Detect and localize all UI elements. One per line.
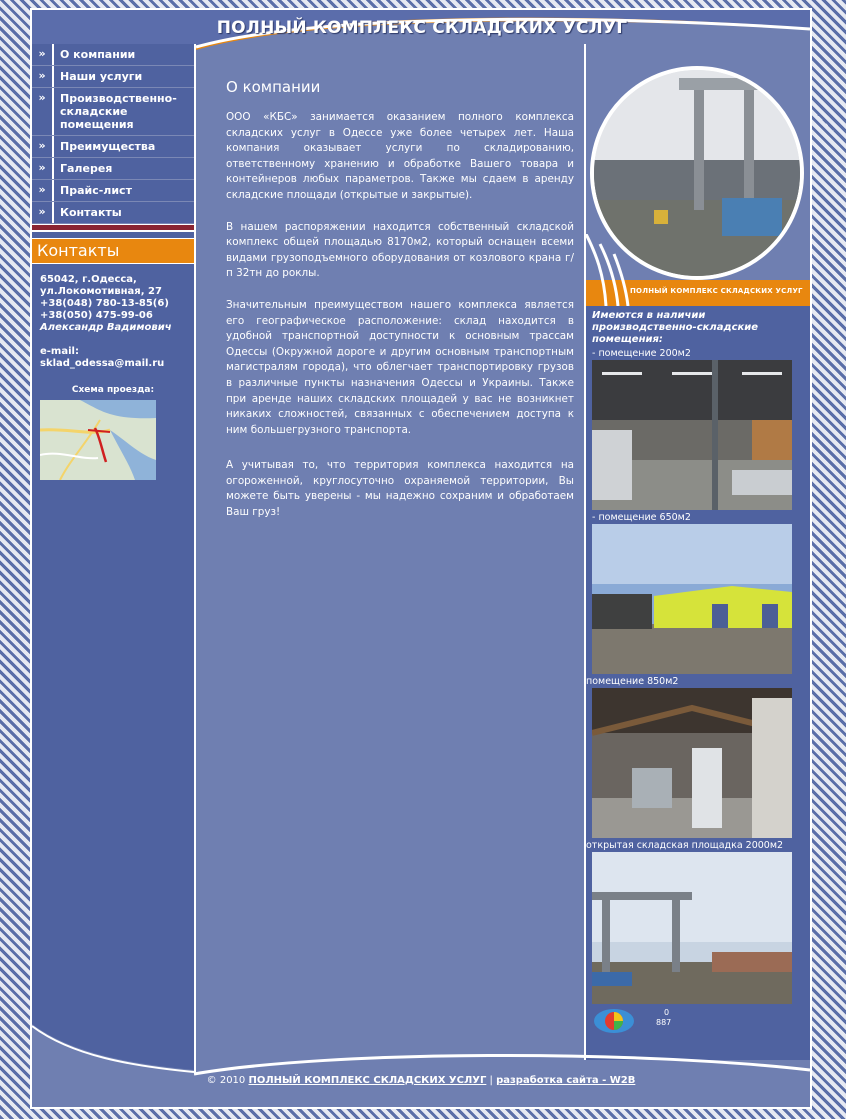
room-photo-200[interactable] — [592, 360, 792, 510]
menu-item-price-list[interactable] — [32, 180, 194, 202]
menu-bullet-icon: » — [32, 66, 54, 87]
menu-item-about[interactable] — [32, 44, 194, 66]
footer — [32, 1075, 810, 1086]
counter-globe-icon — [592, 1006, 642, 1036]
left-bottom-curve — [32, 1024, 194, 1074]
hero-caption: ПОЛНЫЙ КОМПЛЕКС СКЛАДСКИХ УСЛУГ — [630, 287, 803, 295]
menu-item-label: Контакты — [60, 206, 122, 219]
menu-item-premises[interactable] — [32, 88, 194, 136]
phone-1: +38(048) 780-13-85(6) — [40, 298, 169, 309]
menu-bullet-icon: » — [32, 158, 54, 179]
crane-illustration — [594, 70, 800, 276]
menu-bullet-icon: » — [32, 136, 54, 157]
menu-bottom-bar — [32, 224, 194, 232]
menu-bullet-icon: » — [32, 44, 54, 65]
menu-item-label: О компании — [60, 48, 136, 61]
warehouse-interior-photo — [592, 360, 792, 510]
site-title: ПОЛНЫЙ КОМПЛЕКС СКЛАДСКИХ УСЛУГ — [216, 18, 628, 38]
menu-item-services[interactable] — [32, 66, 194, 88]
menu-bullet-icon: » — [32, 180, 54, 201]
warehouse-exterior-photo — [592, 524, 792, 674]
email-label: e-mail: — [40, 346, 79, 357]
room-label-650: - помещение 650м2 — [592, 512, 691, 523]
address-line-2: ул.Локомотивная, 27 — [40, 286, 162, 297]
menu-item-label: Прайс-лист — [60, 184, 132, 197]
visitor-counter-logo[interactable] — [592, 1006, 642, 1036]
paragraph-2: В нашем распоряжении находится собственный складской комплекс общей площадью 8170м2, который оснащен всеми видами грузоподъемного оборудования от козлового крана г/п 32тн до роклы. — [226, 220, 574, 280]
main-content — [226, 78, 574, 537]
hero-banner — [586, 44, 812, 306]
warehouse-crane-photo — [590, 66, 804, 280]
footer-link-site[interactable]: ПОЛНЫЙ КОМПЛЕКС СКЛАДСКИХ УСЛУГ — [248, 1075, 487, 1086]
right-column — [584, 44, 812, 1060]
left-sidebar — [32, 44, 196, 1074]
premises-heading: Имеются в наличии производственно-складские помещения: — [592, 310, 759, 345]
counter-top: 0 — [664, 1008, 670, 1017]
room-label-850: помещение 850м2 — [586, 676, 679, 687]
contact-person: Александр Вадимович — [40, 322, 172, 333]
paragraph-4: А учитывая то, что территория комплекса находится на огороженной, круглосуточно охраняемой территории, Вы можете быть уверены - мы надежно сохраним и обработаем Ваш груз! — [226, 459, 574, 519]
menu-item-advantages[interactable] — [32, 136, 194, 158]
menu-item-label: Преимущества — [60, 140, 156, 153]
menu-item-contacts[interactable] — [32, 202, 194, 224]
contacts-block — [32, 264, 194, 480]
phone-2: +38(050) 475-99-06 — [40, 310, 153, 321]
room-photo-2000[interactable] — [592, 852, 792, 1004]
contacts-heading: Контакты — [32, 238, 194, 264]
visitor-counter — [652, 1008, 671, 1028]
route-map-image[interactable] — [40, 400, 156, 480]
footer-separator: | — [489, 1075, 493, 1086]
page-frame — [30, 8, 812, 1109]
warehouse-hall-photo — [592, 688, 792, 838]
paragraph-1: ООО «КБС» занимается оказанием полного комплекса складских услуг в Одессе уже более четырех лет. Наша компания оказывает услуги по складированию, ответственному хранению и обработке Вашего товара и контейнеров любых параметров. Также мы сдаем в аренду складские площади (открытые и закрытые). — [226, 111, 574, 201]
room-photo-650[interactable] — [592, 524, 792, 674]
paragraph-3: Значительным преимуществом нашего комплекса является его географическое расположение: склад находится в удобной транспортной доступности к основным трассам Одессы (Окружной дороге и другим основным транспортным магистралям города), что облегчает транспортировку грузов в различные пункты назначения Одессы и Украины. Также при аренде наших складских площадей у вас не возникнет никаких сложностей, связанных с обеспечением доступа к ним большегрузного транспорта. — [226, 298, 574, 436]
email-link[interactable]: sklad_odessa@mail.ru — [40, 358, 165, 369]
menu-item-label: Производственно- складские помещения — [60, 92, 177, 131]
copyright: © 2010 — [206, 1075, 246, 1086]
room-label-2000: открытая складская площадка 2000м2 — [586, 840, 784, 851]
room-photo-850[interactable] — [592, 688, 792, 838]
map-title: Схема проезда: — [71, 385, 155, 395]
open-yard-photo — [592, 852, 792, 1004]
footer-link-developer[interactable]: разработка сайта - W2B — [496, 1075, 636, 1086]
address-line-1: 65042, г.Одесса, — [40, 274, 137, 285]
menu-bullet-icon: » — [32, 88, 54, 135]
menu-item-label: Галерея — [60, 162, 113, 175]
counter-bottom: 887 — [656, 1018, 672, 1027]
main-menu — [32, 44, 194, 224]
menu-item-label: Наши услуги — [60, 70, 143, 83]
page-title: О компании — [226, 78, 321, 96]
menu-item-gallery[interactable] — [32, 158, 194, 180]
route-map-graphic — [40, 400, 156, 480]
room-label-200: - помещение 200м2 — [592, 348, 691, 359]
menu-bullet-icon: » — [32, 202, 54, 223]
